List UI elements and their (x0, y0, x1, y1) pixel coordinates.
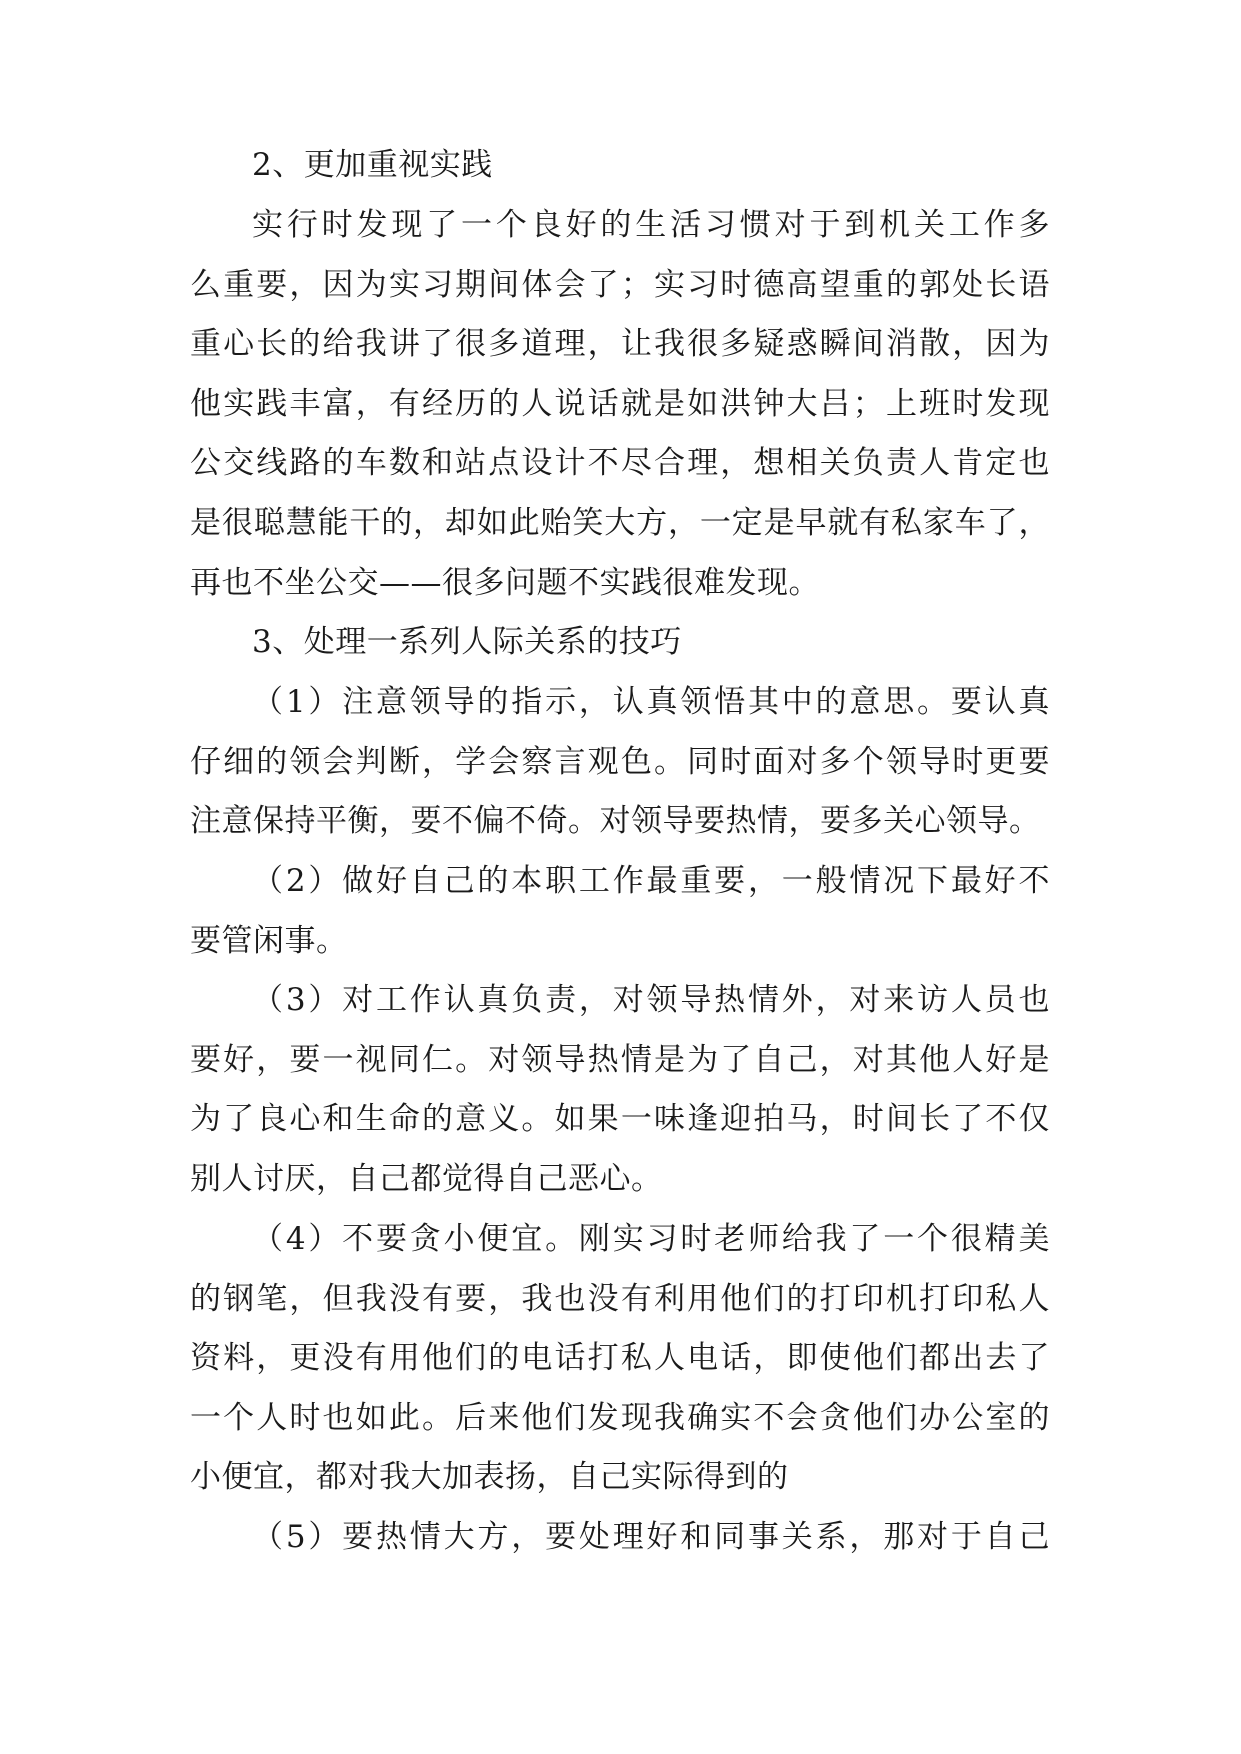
text-line: 的钢笔，但我没有要，我也没有利用他们的打印机打印私人 (190, 1280, 1050, 1317)
text-line: 重心长的给我讲了很多道理，让我很多疑惑瞬间消散，因为 (190, 326, 1050, 363)
text-line: 再也不坐公交——很多问题不实践很难发现。 (190, 564, 820, 601)
text-line: 是很聪慧能干的，却如此贻笑大方，一定是早就有私家车了， (190, 504, 1050, 541)
text-line: 2、更加重视实践 (252, 147, 493, 183)
text-line: （2）做好自己的本职工作最重要，一般情况下最好不 (252, 863, 1050, 899)
list-item-4 (190, 1210, 1050, 1508)
text-line: （3）对工作认真负责，对领导热情外，对来访人员也 (252, 982, 1050, 1018)
text-line: （1）注意领导的指示，认真领悟其中的意思。要认真 (252, 684, 1050, 720)
text-line: 小便宜，都对我大加表扬，自己实际得到的 (190, 1459, 789, 1496)
text-line: 别人讨厌，自己都觉得自己恶心。 (190, 1160, 663, 1197)
text-line: 要好，要一视同仁。对领导热情是为了自己，对其他人好是 (190, 1041, 1050, 1078)
list-item-1 (190, 673, 1050, 852)
section-heading-2 (190, 136, 1050, 196)
text-line: （4）不要贪小便宜。刚实习时老师给我了一个很精美 (252, 1221, 1050, 1257)
text-line: 么重要，因为实习期间体会了；实习时德高望重的郭处长语 (190, 266, 1050, 303)
list-item-5 (190, 1508, 1050, 1568)
text-line: 一个人时也如此。后来他们发现我确实不会贪他们办公室的 (190, 1399, 1050, 1436)
list-item-3 (190, 971, 1050, 1209)
text-line: 为了良心和生命的意义。如果一味逢迎拍马，时间长了不仅 (190, 1101, 1050, 1138)
text-line: 仔细的领会判断，学会察言观色。同时面对多个领导时更要 (190, 743, 1050, 780)
list-item-2 (190, 852, 1050, 971)
text-line: 要管闲事。 (190, 922, 348, 959)
text-line: 他实践丰富，有经历的人说话就是如洪钟大吕；上班时发现 (190, 385, 1050, 422)
text-line: 3、处理一系列人际关系的技巧 (252, 624, 682, 660)
text-line: （5）要热情大方，要处理好和同事关系，那对于自己 (252, 1519, 1050, 1555)
paragraph-practice (190, 196, 1050, 613)
section-heading-3 (190, 613, 1050, 673)
text-line: 注意保持平衡，要不偏不倚。对领导要热情，要多关心领导。 (190, 803, 1041, 840)
text-line: 公交线路的车数和站点设计不尽合理，想相关负责人肯定也 (190, 445, 1050, 482)
text-line: 实行时发现了一个良好的生活习惯对于到机关工作多 (252, 207, 1050, 243)
text-line: 资料，更没有用他们的电话打私人电话，即使他们都出去了 (190, 1340, 1050, 1377)
